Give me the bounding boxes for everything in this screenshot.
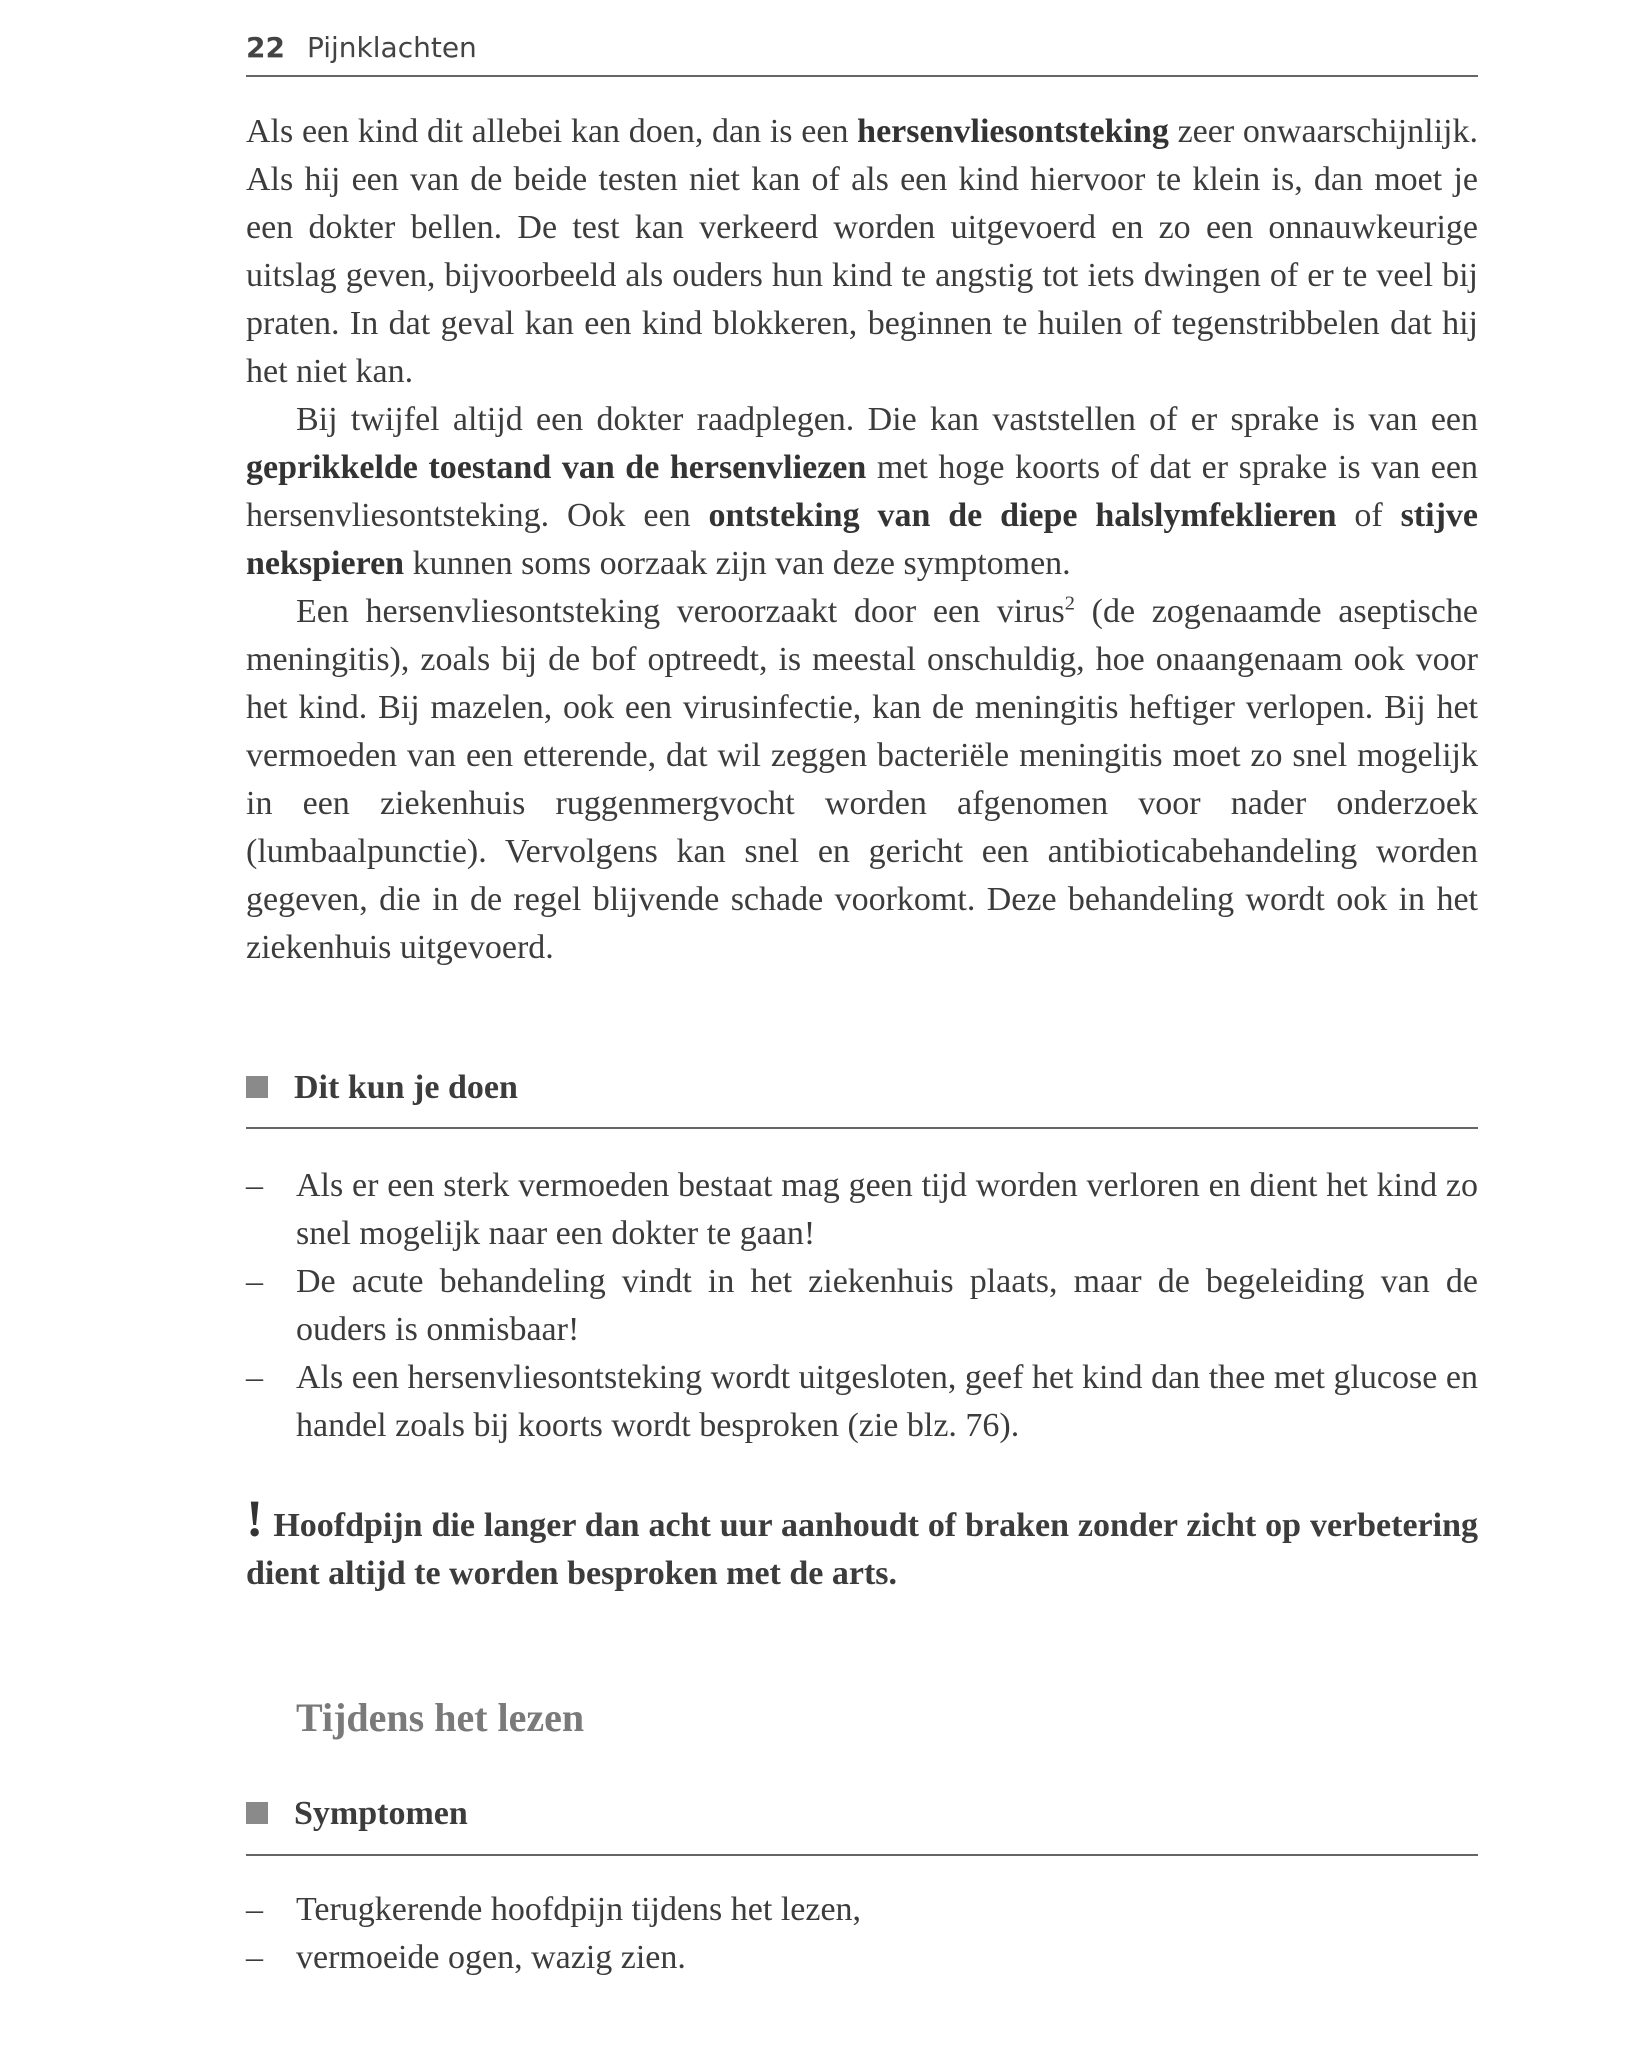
dash-bullet-icon: – — [246, 1891, 263, 1928]
header-rule — [246, 75, 1478, 77]
section-heading-symptomen — [246, 1790, 1478, 1838]
running-title: Pijnklachten — [306, 31, 477, 64]
section-rule — [246, 1127, 1478, 1129]
paragraph-3 — [246, 588, 1478, 972]
list-item — [246, 1354, 1478, 1450]
square-bullet-icon — [246, 1802, 268, 1824]
bold-term: stijve nekspieren — [246, 497, 1478, 582]
section-heading-dit-kun-je-doen — [246, 1064, 1478, 1112]
list-item-text: Als er een sterk vermoeden bestaat mag geen tijd worden verloren en dient het kind zo snel mogelijk naar een dokter te gaan! — [296, 1167, 1478, 1252]
page-number: 22 — [246, 31, 285, 64]
section-title: Symptomen — [294, 1795, 468, 1832]
dash-bullet-icon: – — [246, 1359, 263, 1396]
running-header — [246, 28, 1478, 68]
bold-term: ontsteking van de diepe halslymfeklieren — [708, 497, 1337, 534]
text-run: Als een kind dit allebei kan doen, dan is een — [246, 113, 858, 150]
list-item — [246, 1886, 1478, 1934]
list-item-text: Als een hersenvliesontsteking wordt uitgesloten, geef het kind dan thee met glucose en handel zoals bij koorts wordt besproken (zie blz. 76). — [296, 1359, 1478, 1444]
text-run: of — [1336, 497, 1401, 534]
paragraph-2 — [246, 396, 1478, 588]
text-run: Bij twijfel altijd een dokter raadplegen. Die kan vaststellen of er sprake is van een — [296, 401, 1478, 438]
section-rule — [246, 1854, 1478, 1856]
list-item-text: Terugkerende hoofdpijn tijdens het lezen, — [296, 1891, 862, 1928]
exclamation-icon: ! — [246, 1491, 264, 1548]
list-item — [246, 1258, 1478, 1354]
warning-note — [246, 1491, 1478, 1598]
text-run: kunnen soms oorzaak zijn van deze symptomen. — [404, 545, 1071, 582]
body-text — [246, 108, 1478, 972]
warning-text: Hoofdpijn die langer dan acht uur aanhoudt of braken zonder zicht op verbetering dient altijd te worden besproken met de arts. — [246, 1507, 1478, 1592]
symptom-list — [246, 1886, 1478, 1982]
subheading-tijdens-het-lezen: Tijdens het lezen — [296, 1695, 585, 1740]
text-run: met hoge koorts of dat er sprake is van een hersenvliesontsteking. Ook een — [246, 449, 1478, 534]
advice-list — [246, 1162, 1478, 1450]
text-run: (de zogenaamde aseptische meningitis), zoals bij de bof optreedt, is meestal onschuldig, hoe onaangenaam ook voor het kind. Bij mazelen, ook een virusinfectie, kan de meningitis heftiger verlopen. Bij het vermoeden van een etterende, dat wil zeggen bacteriële meningitis moet zo snel mogelijk in een ziekenhuis ruggenmergvocht worden afgenomen voor nader onderzoek (lumbaalpunctie). Vervolgens kan snel en gericht een antibioticabehandeling worden gegeven, die in de regel blijvende schade voorkomt. Deze behandeling wordt ook in het ziekenhuis uitgevoerd. — [246, 593, 1478, 966]
bold-term: geprikkelde toestand van de hersenvliezen — [246, 449, 867, 486]
dash-bullet-icon: – — [246, 1167, 263, 1204]
list-item-text: vermoeide ogen, wazig zien. — [296, 1939, 686, 1976]
list-item — [246, 1934, 1478, 1982]
paragraph-1 — [246, 108, 1478, 396]
text-run: Een hersenvliesontsteking veroorzaakt door een virus — [296, 593, 1065, 630]
dash-bullet-icon: – — [246, 1939, 263, 1976]
footnote-ref[interactable]: 2 — [1064, 592, 1075, 615]
square-bullet-icon — [246, 1076, 268, 1098]
list-item-text: De acute behandeling vindt in het ziekenhuis plaats, maar de begeleiding van de ouders is onmisbaar! — [296, 1263, 1478, 1348]
bold-term: hersenvliesontsteking — [857, 113, 1169, 150]
dash-bullet-icon: – — [246, 1263, 263, 1300]
section-title: Dit kun je doen — [294, 1069, 518, 1106]
text-run: zeer onwaarschijnlijk. Als hij een van de beide testen niet kan of als een kind hiervoor te klein is, dan moet je een dokter bellen. De test kan verkeerd worden uitgevoerd en zo een onnauwkeurige uitslag geven, bijvoorbeeld als ouders hun kind te angstig tot iets dwingen of er te veel bij praten. In dat geval kan een kind blokkeren, beginnen te huilen of tegenstribbelen dat hij het niet kan. — [246, 113, 1478, 390]
list-item — [246, 1162, 1478, 1258]
